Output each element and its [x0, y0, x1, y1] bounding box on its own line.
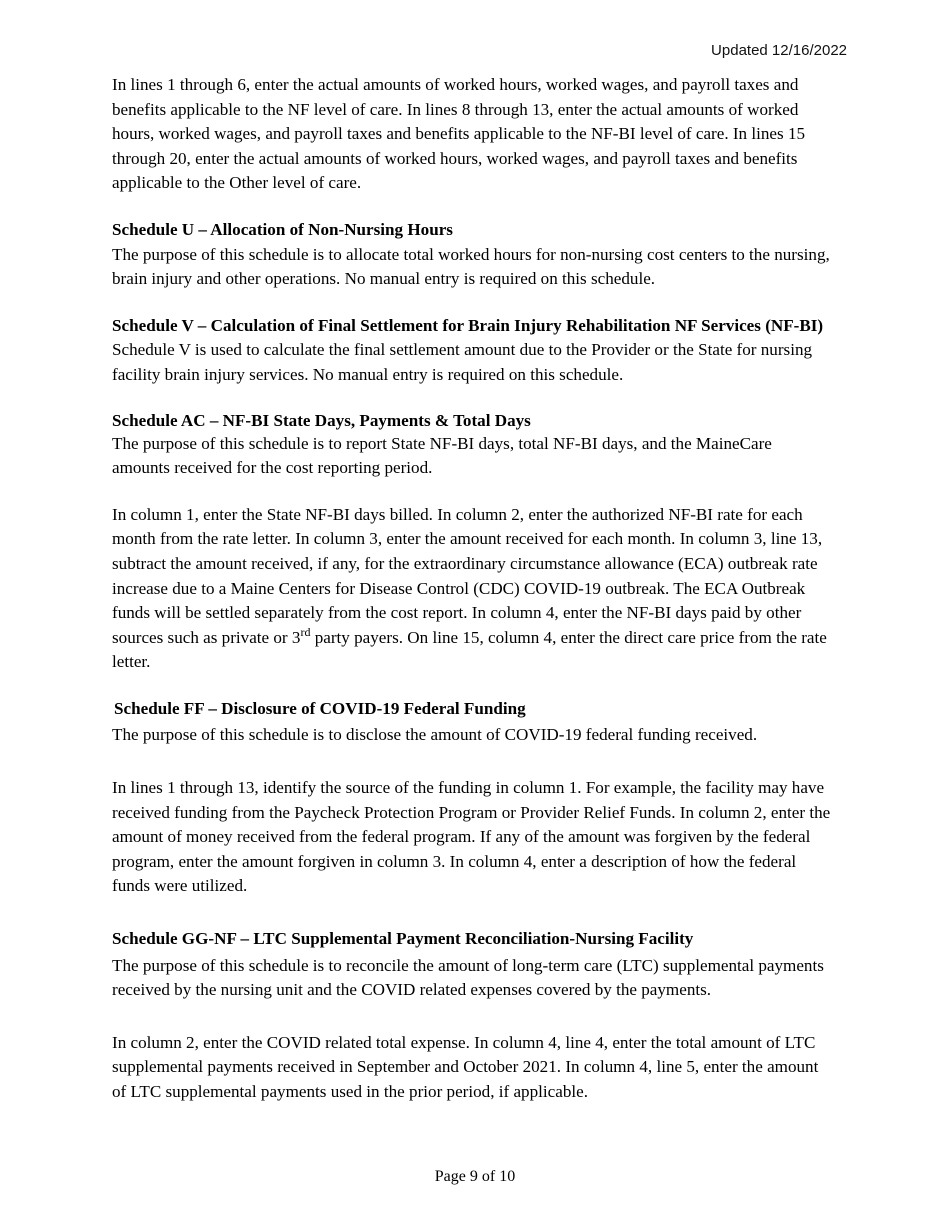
schedule-v-text: Schedule V is used to calculate the final settlement amount due to the Provider or the State for nursing facility brain injury services. No manual entry is required on this schedule.	[112, 340, 813, 384]
schedule-ff-text: The purpose of this schedule is to disclose the amount of COVID-19 federal funding received.	[112, 725, 758, 745]
schedule-ac-text: The purpose of this schedule is to report State NF-BI days, total NF-BI days, and the MaineCare amounts received for the cost reporting period.	[112, 433, 772, 478]
intro-paragraph: In lines 1 through 6, enter the actual amounts of worked hours, worked wages, and payroll taxes and benefits applicable to the NF level of care. In lines 8 through 13, enter the actual amounts of worked hours, worked wages, and payroll taxes and benefits applicable to the NF-BI level of care. In lines 15 through 20, enter the actual amounts of worked hours, worked wages, and payroll taxes and benefits applicable to the Other level of care.	[112, 75, 806, 193]
updated-date: Updated 12/16/2022	[711, 42, 847, 59]
schedule-ac-instructions-part2: party payers. On line 15, column 4, enter the direct care price from the rate letter.	[112, 627, 827, 672]
schedule-ac-instructions-part1: In column 1, enter the State NF-BI days billed. In column 2, enter the authorized NF-BI rate for each month from the rate letter. In column 3, enter the amount received for each month. In column 3, line 13, subtract the amount received, if any, for the extraordinary circumstance allowance (ECA) outbreak rate increase due to a Maine Centers for Disease Control (CDC) COVID-19 outbreak. The ECA Outbreak funds will be settled separately from the cost report. In column 4, enter the NF-BI days paid by other sources such as private or 3	[112, 504, 823, 647]
schedule-u-heading: Schedule U – Allocation of Non-Nursing Hours	[112, 219, 453, 239]
schedule-ac-instructions	[112, 503, 834, 675]
schedule-gg-instructions: In column 2, enter the COVID related total expense. In column 4, line 4, enter the total amount of LTC supplemental payments received in September and October 2021. In column 4, line 5, enter the amount of LTC supplemental payments used in the prior period, if applicable.	[112, 1032, 819, 1101]
schedule-v-heading: Schedule V – Calculation of Final Settlement for Brain Injury Rehabilitation NF Services (NF-BI)	[112, 315, 824, 335]
page-number: Page 9 of 10	[434, 1168, 516, 1185]
document-body	[112, 73, 834, 1105]
schedule-u-text: The purpose of this schedule is to allocate total worked hours for non-nursing cost centers to the nursing, brain injury and other operations. No manual entry is required on this schedule.	[112, 244, 830, 289]
schedule-ff-heading: Schedule FF – Disclosure of COVID-19 Federal Funding	[114, 698, 526, 718]
schedule-v-paragraph	[112, 314, 834, 388]
schedule-ac-heading: Schedule AC – NF-BI State Days, Payments & Total Days	[112, 410, 531, 430]
ordinal-suffix: rd	[300, 624, 311, 639]
schedule-gg-heading: Schedule GG-NF – LTC Supplemental Payment Reconciliation-Nursing Facility	[112, 929, 694, 949]
schedule-gg-text: The purpose of this schedule is to reconcile the amount of long-term care (LTC) supplemental payments received by the nursing unit and the COVID related expenses covered by the payments.	[112, 955, 824, 1000]
schedule-ff-instructions: In lines 1 through 13, identify the source of the funding in column 1. For example, the facility may have received funding from the Paycheck Protection Program or Provider Relief Funds. In column 2, enter the amount of money received from the federal program. If any of the amount was forgiven by the federal program, enter the amount forgiven in column 3. In column 4, enter a description of how the federal funds were utilized.	[112, 778, 831, 896]
